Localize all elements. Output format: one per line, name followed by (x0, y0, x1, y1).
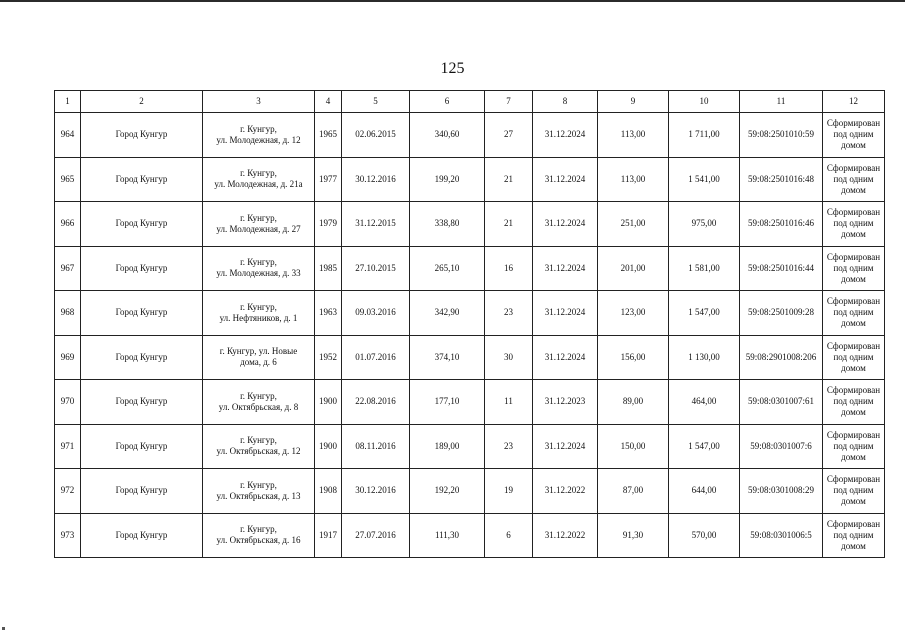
status-cell: Сформирован под одним домом (823, 157, 885, 202)
value-cell: 1 547,00 (669, 424, 740, 469)
deadline-cell: 31.12.2024 (533, 113, 598, 158)
build-year-cell: 1952 (315, 335, 342, 380)
deadline-cell: 31.12.2022 (533, 513, 598, 558)
date-cell: 30.12.2016 (342, 157, 410, 202)
municipality-cell: Город Кунгур (81, 380, 203, 425)
row-number-cell: 972 (55, 469, 81, 514)
table-header-row (55, 91, 885, 113)
address-line: г. Кунгур, (240, 435, 277, 446)
table-row (55, 335, 885, 380)
address-line: г. Кунгур, (240, 123, 277, 134)
area-cell: 177,10 (410, 380, 485, 425)
deadline-cell: 31.12.2024 (533, 424, 598, 469)
table-row (55, 246, 885, 291)
column-header: 5 (342, 91, 410, 113)
row-number-cell: 965 (55, 157, 81, 202)
status-cell: Сформирован под одним домом (823, 380, 885, 425)
cadastral-number-cell: 59:08:2501009:28 (740, 291, 823, 336)
address-cell (203, 469, 315, 514)
value-cell: 1 711,00 (669, 113, 740, 158)
table-row (55, 469, 885, 514)
deadline-cell: 31.12.2024 (533, 291, 598, 336)
area-cell: 192,20 (410, 469, 485, 514)
address-line: ул. Молодежная, д. 12 (216, 134, 301, 145)
value-cell: 570,00 (669, 513, 740, 558)
address-line: дома, д. 6 (240, 357, 277, 368)
date-cell: 01.07.2016 (342, 335, 410, 380)
value-cell: 251,00 (598, 202, 669, 247)
municipality-cell: Город Кунгур (81, 113, 203, 158)
status-cell: Сформирован под одним домом (823, 335, 885, 380)
value-cell: 1 547,00 (669, 291, 740, 336)
build-year-cell: 1985 (315, 246, 342, 291)
municipality-cell: Город Кунгур (81, 157, 203, 202)
municipality-cell: Город Кунгур (81, 335, 203, 380)
cadastral-number-cell: 59:08:0301007:6 (740, 424, 823, 469)
row-number-cell: 964 (55, 113, 81, 158)
address-line: ул. Нефтяников, д. 1 (219, 312, 298, 323)
address-cell (203, 246, 315, 291)
area-cell: 189,00 (410, 424, 485, 469)
housing-registry-table (54, 90, 885, 558)
municipality-cell: Город Кунгур (81, 424, 203, 469)
row-number-cell: 970 (55, 380, 81, 425)
count-cell: 21 (485, 202, 533, 247)
value-cell: 1 130,00 (669, 335, 740, 380)
count-cell: 27 (485, 113, 533, 158)
table-row (55, 291, 885, 336)
municipality-cell: Город Кунгур (81, 513, 203, 558)
column-header: 12 (823, 91, 885, 113)
address-cell (203, 291, 315, 336)
cadastral-number-cell: 59:08:0301007:61 (740, 380, 823, 425)
value-cell: 464,00 (669, 380, 740, 425)
table-row (55, 424, 885, 469)
area-cell: 265,10 (410, 246, 485, 291)
address-line: г. Кунгур, (240, 212, 277, 223)
address-line: г. Кунгур, (240, 524, 277, 535)
address-line: г. Кунгур, (240, 257, 277, 268)
build-year-cell: 1900 (315, 380, 342, 425)
deadline-cell: 31.12.2024 (533, 157, 598, 202)
status-cell: Сформирован под одним домом (823, 424, 885, 469)
row-number-cell: 967 (55, 246, 81, 291)
area-cell: 342,90 (410, 291, 485, 336)
row-number-cell: 971 (55, 424, 81, 469)
row-number-cell: 973 (55, 513, 81, 558)
value-cell: 150,00 (598, 424, 669, 469)
address-line: г. Кунгур, ул. Новые (219, 346, 298, 357)
cadastral-number-cell: 59:08:2501016:46 (740, 202, 823, 247)
area-cell: 340,60 (410, 113, 485, 158)
area-cell: 199,20 (410, 157, 485, 202)
date-cell: 22.08.2016 (342, 380, 410, 425)
address-cell (203, 335, 315, 380)
row-number-cell: 969 (55, 335, 81, 380)
column-header: 11 (740, 91, 823, 113)
area-cell: 111,30 (410, 513, 485, 558)
cadastral-number-cell: 59:08:0301008:29 (740, 469, 823, 514)
address-cell (203, 513, 315, 558)
value-cell: 91,30 (598, 513, 669, 558)
status-cell: Сформирован под одним домом (823, 513, 885, 558)
count-cell: 16 (485, 246, 533, 291)
scan-artifact (2, 627, 5, 630)
status-cell: Сформирован под одним домом (823, 113, 885, 158)
table-row (55, 113, 885, 158)
column-header: 8 (533, 91, 598, 113)
address-line: г. Кунгур, (240, 479, 277, 490)
area-cell: 338,80 (410, 202, 485, 247)
date-cell: 30.12.2016 (342, 469, 410, 514)
column-header: 6 (410, 91, 485, 113)
cadastral-number-cell: 59:08:2501010:59 (740, 113, 823, 158)
address-line: ул. Октябрьская, д. 13 (216, 490, 301, 501)
address-cell (203, 424, 315, 469)
table-row (55, 157, 885, 202)
page-number: 125 (440, 60, 465, 77)
count-cell: 6 (485, 513, 533, 558)
municipality-cell: Город Кунгур (81, 469, 203, 514)
address-cell (203, 113, 315, 158)
municipality-cell: Город Кунгур (81, 291, 203, 336)
address-line: г. Кунгур, (240, 168, 277, 179)
build-year-cell: 1900 (315, 424, 342, 469)
count-cell: 30 (485, 335, 533, 380)
value-cell: 113,00 (598, 157, 669, 202)
date-cell: 27.10.2015 (342, 246, 410, 291)
build-year-cell: 1917 (315, 513, 342, 558)
count-cell: 23 (485, 291, 533, 336)
build-year-cell: 1908 (315, 469, 342, 514)
count-cell: 21 (485, 157, 533, 202)
address-line: г. Кунгур, (240, 301, 277, 312)
date-cell: 08.11.2016 (342, 424, 410, 469)
column-header: 10 (669, 91, 740, 113)
date-cell: 31.12.2015 (342, 202, 410, 247)
date-cell: 02.06.2015 (342, 113, 410, 158)
cadastral-number-cell: 59:08:2501016:48 (740, 157, 823, 202)
status-cell: Сформирован под одним домом (823, 202, 885, 247)
column-header: 4 (315, 91, 342, 113)
column-header: 3 (203, 91, 315, 113)
deadline-cell: 31.12.2024 (533, 335, 598, 380)
address-line: ул. Октябрьская, д. 8 (218, 401, 299, 412)
address-line: г. Кунгур, (240, 390, 277, 401)
cadastral-number-cell: 59:08:2901008:206 (740, 335, 823, 380)
count-cell: 11 (485, 380, 533, 425)
address-line: ул. Молодежная, д. 21а (214, 179, 303, 190)
value-cell: 113,00 (598, 113, 669, 158)
value-cell: 123,00 (598, 291, 669, 336)
municipality-cell: Город Кунгур (81, 246, 203, 291)
table-row (55, 202, 885, 247)
value-cell: 644,00 (669, 469, 740, 514)
column-header: 1 (55, 91, 81, 113)
value-cell: 87,00 (598, 469, 669, 514)
build-year-cell: 1979 (315, 202, 342, 247)
column-header: 9 (598, 91, 669, 113)
date-cell: 27.07.2016 (342, 513, 410, 558)
row-number-cell: 968 (55, 291, 81, 336)
count-cell: 23 (485, 424, 533, 469)
value-cell: 1 541,00 (669, 157, 740, 202)
address-line: ул. Октябрьская, д. 16 (216, 535, 301, 546)
address-line: ул. Молодежная, д. 27 (216, 223, 301, 234)
area-cell: 374,10 (410, 335, 485, 380)
deadline-cell: 31.12.2022 (533, 469, 598, 514)
deadline-cell: 31.12.2023 (533, 380, 598, 425)
address-cell (203, 157, 315, 202)
count-cell: 19 (485, 469, 533, 514)
status-cell: Сформирован под одним домом (823, 469, 885, 514)
row-number-cell: 966 (55, 202, 81, 247)
address-cell (203, 380, 315, 425)
value-cell: 1 581,00 (669, 246, 740, 291)
build-year-cell: 1977 (315, 157, 342, 202)
value-cell: 89,00 (598, 380, 669, 425)
table-row (55, 380, 885, 425)
table-row (55, 513, 885, 558)
column-header: 7 (485, 91, 533, 113)
status-cell: Сформирован под одним домом (823, 246, 885, 291)
deadline-cell: 31.12.2024 (533, 202, 598, 247)
build-year-cell: 1963 (315, 291, 342, 336)
column-header: 2 (81, 91, 203, 113)
address-line: ул. Октябрьская, д. 12 (216, 446, 301, 457)
build-year-cell: 1965 (315, 113, 342, 158)
address-cell (203, 202, 315, 247)
address-line: ул. Молодежная, д. 33 (216, 268, 301, 279)
value-cell: 156,00 (598, 335, 669, 380)
deadline-cell: 31.12.2024 (533, 246, 598, 291)
value-cell: 975,00 (669, 202, 740, 247)
cadastral-number-cell: 59:08:0301006:5 (740, 513, 823, 558)
municipality-cell: Город Кунгур (81, 202, 203, 247)
cadastral-number-cell: 59:08:2501016:44 (740, 246, 823, 291)
status-cell: Сформирован под одним домом (823, 291, 885, 336)
date-cell: 09.03.2016 (342, 291, 410, 336)
value-cell: 201,00 (598, 246, 669, 291)
scan-border-line (0, 0, 905, 2)
